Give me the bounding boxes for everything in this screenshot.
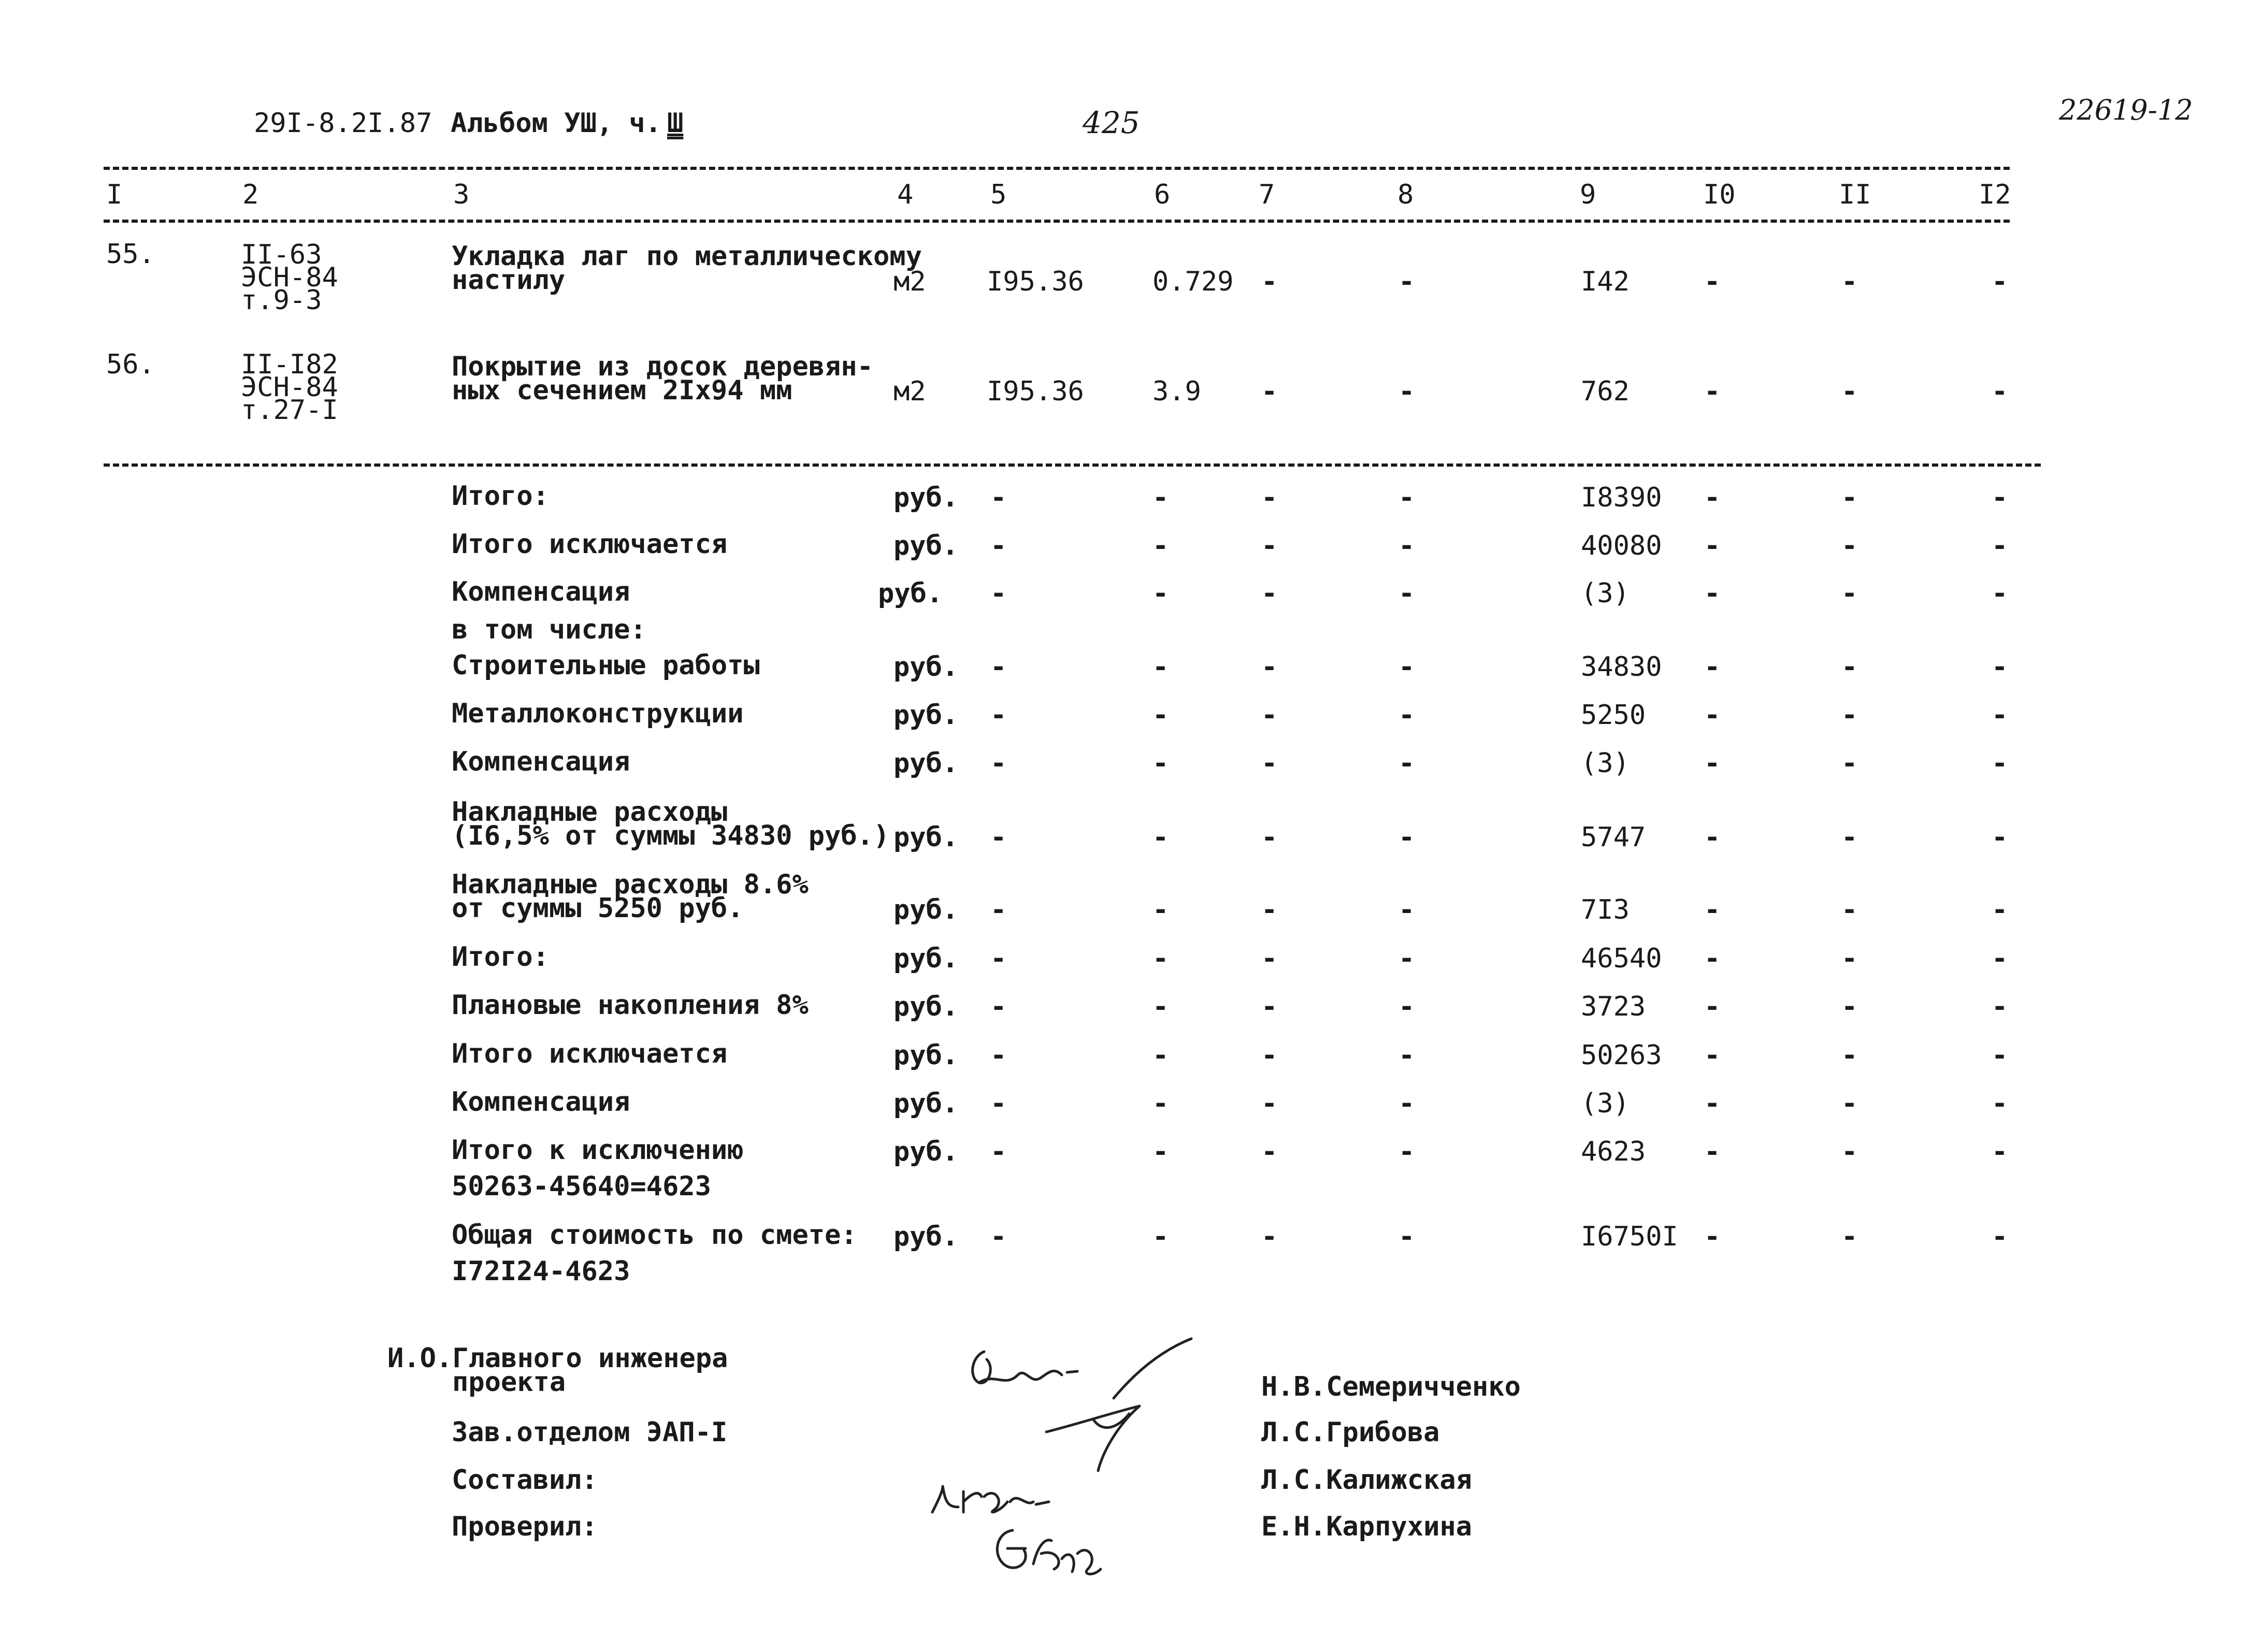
summary-label: Итого к исключению bbox=[452, 1135, 744, 1166]
archive-stamp: 22619-12 bbox=[2059, 94, 2193, 126]
summary-empty-cell: - bbox=[1704, 1136, 1721, 1167]
summary-empty-cell: - bbox=[1261, 1136, 1278, 1167]
column-header: 5 bbox=[990, 179, 1007, 210]
summary-value: I8390 bbox=[1581, 482, 1662, 513]
summary-empty-cell: - bbox=[1152, 700, 1169, 731]
summary-empty-cell: - bbox=[1399, 991, 1415, 1022]
signer-role: Проверил: bbox=[452, 1511, 598, 1542]
summary-empty-cell: - bbox=[1152, 943, 1169, 974]
work-description: Укладка лаг по металлическому настилу bbox=[452, 241, 922, 296]
column-header: 6 bbox=[1154, 179, 1171, 210]
summary-label: Компенсация bbox=[452, 1086, 630, 1118]
summary-empty-cell: - bbox=[1992, 578, 2008, 609]
summary-empty-cell: - bbox=[1261, 530, 1278, 561]
summary-empty-cell: - bbox=[1152, 1136, 1169, 1167]
summary-empty-cell: - bbox=[1992, 1136, 2008, 1167]
summary-empty-cell: - bbox=[1841, 748, 1858, 779]
norm-code: II-63 ЭСН-84 т.9-3 bbox=[241, 239, 338, 316]
summary-empty-cell: - bbox=[1261, 943, 1278, 974]
summary-value: (3) bbox=[1581, 748, 1630, 779]
summary-empty-cell: - bbox=[1399, 1040, 1415, 1071]
summary-empty-cell: - bbox=[1399, 822, 1415, 853]
summary-label: Общая стоимость по смете: bbox=[452, 1220, 857, 1251]
summary-label: Строительные работы bbox=[452, 650, 760, 681]
summary-unit: руб. bbox=[893, 700, 959, 731]
summary-empty-cell: - bbox=[1841, 651, 1858, 683]
summary-empty-cell: - bbox=[1152, 578, 1169, 609]
summary-empty-cell: - bbox=[1152, 1088, 1169, 1119]
cell-10: - bbox=[1704, 266, 1721, 297]
summary-empty-cell: - bbox=[1152, 1040, 1169, 1071]
work-description: Покрытие из досок деревян- ных сечением 2Iх94 мм bbox=[452, 351, 873, 406]
summary-label: Плановые накопления 8% bbox=[452, 990, 809, 1021]
summary-value: I6750I bbox=[1581, 1221, 1678, 1252]
summary-empty-cell: - bbox=[1841, 578, 1858, 609]
cell-10: - bbox=[1704, 376, 1721, 407]
summary-label: Накладные расходы (I6,5% от суммы 34830 руб.) bbox=[452, 796, 890, 851]
summary-unit: руб. bbox=[893, 651, 959, 683]
cell-11: - bbox=[1841, 266, 1858, 297]
summary-empty-cell: - bbox=[1704, 748, 1721, 779]
signer-name: Н.В.Семеричченко bbox=[1261, 1371, 1521, 1402]
column-header: I bbox=[106, 179, 123, 210]
unit: м2 bbox=[893, 376, 926, 407]
section-rule bbox=[104, 463, 2041, 467]
summary-empty-cell: - bbox=[990, 530, 1007, 561]
summary-unit: руб. bbox=[893, 748, 959, 779]
cell-7: - bbox=[1261, 376, 1278, 407]
column-header: II bbox=[1839, 179, 1871, 210]
handwritten-signatures bbox=[922, 1336, 1243, 1585]
summary-empty-cell: - bbox=[1261, 1221, 1278, 1252]
summary-empty-cell: - bbox=[1841, 1040, 1858, 1071]
summary-empty-cell: - bbox=[1992, 991, 2008, 1022]
summary-label: Итого: bbox=[452, 941, 549, 973]
summary-empty-cell: - bbox=[1261, 1040, 1278, 1071]
total-cost: 762 bbox=[1581, 376, 1630, 407]
summary-value: 5747 bbox=[1581, 822, 1646, 853]
summary-empty-cell: - bbox=[1399, 530, 1415, 561]
summary-empty-cell: - bbox=[1704, 822, 1721, 853]
summary-unit: руб. bbox=[893, 530, 959, 561]
signer-role: И.О.Главного инженера проекта bbox=[387, 1343, 728, 1398]
cell-7: - bbox=[1261, 266, 1278, 297]
summary-empty-cell: - bbox=[1152, 482, 1169, 513]
summary-empty-cell: - bbox=[1992, 748, 2008, 779]
summary-empty-cell: - bbox=[1261, 748, 1278, 779]
signer-role: Зав.отделом ЭАП-I bbox=[452, 1417, 728, 1448]
column-header: 4 bbox=[897, 179, 914, 210]
summary-empty-cell: - bbox=[1399, 700, 1415, 731]
summary-empty-cell: - bbox=[1841, 700, 1858, 731]
summary-empty-cell: - bbox=[1399, 1088, 1415, 1119]
summary-empty-cell: - bbox=[1704, 482, 1721, 513]
summary-empty-cell: - bbox=[1704, 1088, 1721, 1119]
column-header: 9 bbox=[1580, 179, 1596, 210]
summary-empty-cell: - bbox=[990, 578, 1007, 609]
summary-value: 4623 bbox=[1581, 1136, 1646, 1167]
summary-empty-cell: - bbox=[1704, 700, 1721, 731]
summary-unit: руб. bbox=[893, 1221, 959, 1252]
signature-3 bbox=[932, 1486, 1049, 1512]
album-part: Ш bbox=[667, 108, 684, 139]
summary-unit: руб. bbox=[893, 1088, 959, 1119]
summary-empty-cell: - bbox=[1841, 894, 1858, 925]
summary-empty-cell: - bbox=[1152, 991, 1169, 1022]
column-header: I0 bbox=[1703, 179, 1736, 210]
summary-value: 7I3 bbox=[1581, 894, 1630, 925]
summary-empty-cell: - bbox=[1841, 943, 1858, 974]
summary-empty-cell: - bbox=[1704, 1221, 1721, 1252]
summary-label: в том числе: bbox=[452, 614, 646, 645]
unit: м2 bbox=[893, 266, 926, 297]
summary-empty-cell: - bbox=[1704, 943, 1721, 974]
summary-empty-cell: - bbox=[1399, 578, 1415, 609]
column-header: 3 bbox=[453, 179, 470, 210]
row-number: 56. bbox=[106, 349, 155, 380]
summary-empty-cell: - bbox=[990, 1136, 1007, 1167]
summary-empty-cell: - bbox=[1992, 894, 2008, 925]
summary-unit: руб. bbox=[878, 578, 943, 609]
summary-label: Компенсация bbox=[452, 746, 630, 777]
summary-empty-cell: - bbox=[1841, 530, 1858, 561]
summary-empty-cell: - bbox=[1992, 1088, 2008, 1119]
summary-empty-cell: - bbox=[1261, 822, 1278, 853]
summary-value: (3) bbox=[1581, 1088, 1630, 1119]
column-header: 2 bbox=[242, 179, 259, 210]
summary-empty-cell: - bbox=[990, 1040, 1007, 1071]
summary-value: 46540 bbox=[1581, 943, 1662, 974]
summary-unit: руб. bbox=[893, 991, 959, 1022]
summary-empty-cell: - bbox=[1704, 530, 1721, 561]
summary-empty-cell: - bbox=[1399, 651, 1415, 683]
summary-empty-cell: - bbox=[1841, 991, 1858, 1022]
summary-label: Металлоконструкции bbox=[452, 698, 744, 729]
column-header: 8 bbox=[1397, 179, 1414, 210]
summary-empty-cell: - bbox=[1399, 943, 1415, 974]
summary-value: 3723 bbox=[1581, 991, 1646, 1022]
summary-label: 50263-45640=4623 bbox=[452, 1171, 711, 1202]
signer-name: Л.С.Калижская bbox=[1261, 1465, 1472, 1496]
column-header: 7 bbox=[1259, 179, 1275, 210]
cell-12: - bbox=[1992, 376, 2008, 407]
column-header: I2 bbox=[1979, 179, 2011, 210]
summary-label: Итого: bbox=[452, 481, 549, 512]
summary-empty-cell: - bbox=[1992, 822, 2008, 853]
summary-empty-cell: - bbox=[1399, 894, 1415, 925]
summary-empty-cell: - bbox=[1992, 1040, 2008, 1071]
summary-label: I72I24-4623 bbox=[452, 1256, 630, 1287]
summary-empty-cell: - bbox=[990, 943, 1007, 974]
summary-empty-cell: - bbox=[990, 482, 1007, 513]
album-label: Альбом УШ, ч. bbox=[451, 108, 661, 139]
summary-empty-cell: - bbox=[1399, 748, 1415, 779]
summary-empty-cell: - bbox=[1704, 578, 1721, 609]
signature-4 bbox=[997, 1530, 1101, 1574]
quantity: I95.36 bbox=[987, 376, 1084, 407]
signer-name: Е.Н.Карпухина bbox=[1261, 1511, 1472, 1542]
summary-value: 5250 bbox=[1581, 700, 1646, 731]
summary-empty-cell: - bbox=[990, 822, 1007, 853]
summary-empty-cell: - bbox=[1261, 700, 1278, 731]
summary-empty-cell: - bbox=[990, 991, 1007, 1022]
cell-12: - bbox=[1992, 266, 2008, 297]
summary-empty-cell: - bbox=[1399, 482, 1415, 513]
summary-empty-cell: - bbox=[990, 1088, 1007, 1119]
signer-role: Составил: bbox=[452, 1465, 598, 1496]
summary-empty-cell: - bbox=[990, 894, 1007, 925]
header-top-rule bbox=[104, 167, 2010, 170]
summary-unit: руб. bbox=[893, 482, 959, 513]
summary-empty-cell: - bbox=[1261, 991, 1278, 1022]
summary-empty-cell: - bbox=[990, 1221, 1007, 1252]
summary-empty-cell: - bbox=[1841, 1221, 1858, 1252]
summary-empty-cell: - bbox=[1261, 578, 1278, 609]
summary-empty-cell: - bbox=[1992, 651, 2008, 683]
summary-empty-cell: - bbox=[1992, 943, 2008, 974]
header-bottom-rule bbox=[104, 220, 2010, 223]
row-number: 55. bbox=[106, 239, 155, 270]
summary-empty-cell: - bbox=[1704, 1040, 1721, 1071]
cell-11: - bbox=[1841, 376, 1858, 407]
summary-label: Итого исключается bbox=[452, 529, 728, 560]
summary-empty-cell: - bbox=[1152, 822, 1169, 853]
summary-empty-cell: - bbox=[1152, 530, 1169, 561]
summary-unit: руб. bbox=[893, 943, 959, 974]
summary-empty-cell: - bbox=[1261, 894, 1278, 925]
summary-empty-cell: - bbox=[1992, 700, 2008, 731]
summary-empty-cell: - bbox=[1992, 1221, 2008, 1252]
summary-unit: руб. bbox=[893, 894, 959, 925]
signature-2 bbox=[1046, 1339, 1191, 1471]
unit-price: 0.729 bbox=[1152, 266, 1234, 297]
summary-label: Итого исключается bbox=[452, 1038, 728, 1069]
summary-value: 40080 bbox=[1581, 530, 1662, 561]
summary-empty-cell: - bbox=[1841, 822, 1858, 853]
signature-1 bbox=[973, 1352, 1077, 1383]
summary-label: Накладные расходы 8.6% от суммы 5250 руб. bbox=[452, 869, 809, 924]
document-code: 29I-8.2I.87 bbox=[254, 108, 433, 139]
summary-empty-cell: - bbox=[1841, 1136, 1858, 1167]
summary-empty-cell: - bbox=[990, 651, 1007, 683]
summary-empty-cell: - bbox=[1992, 530, 2008, 561]
summary-empty-cell: - bbox=[1261, 482, 1278, 513]
summary-empty-cell: - bbox=[990, 748, 1007, 779]
summary-empty-cell: - bbox=[1704, 991, 1721, 1022]
summary-empty-cell: - bbox=[1152, 748, 1169, 779]
summary-empty-cell: - bbox=[1261, 651, 1278, 683]
signer-name: Л.С.Грибова bbox=[1261, 1417, 1440, 1448]
summary-unit: руб. bbox=[893, 1040, 959, 1071]
norm-code: II-I82 ЭСН-84 т.27-I bbox=[241, 349, 338, 426]
summary-empty-cell: - bbox=[990, 700, 1007, 731]
cell-8: - bbox=[1399, 266, 1415, 297]
summary-empty-cell: - bbox=[1261, 1088, 1278, 1119]
summary-unit: руб. bbox=[893, 822, 959, 853]
summary-empty-cell: - bbox=[1704, 894, 1721, 925]
summary-empty-cell: - bbox=[1704, 651, 1721, 683]
summary-empty-cell: - bbox=[1152, 651, 1169, 683]
summary-empty-cell: - bbox=[1152, 894, 1169, 925]
summary-unit: руб. bbox=[893, 1136, 959, 1167]
summary-empty-cell: - bbox=[1399, 1221, 1415, 1252]
quantity: I95.36 bbox=[987, 266, 1084, 297]
cell-8: - bbox=[1399, 376, 1415, 407]
summary-value: 34830 bbox=[1581, 651, 1662, 683]
unit-price: 3.9 bbox=[1152, 376, 1201, 407]
summary-empty-cell: - bbox=[1152, 1221, 1169, 1252]
summary-empty-cell: - bbox=[1841, 482, 1858, 513]
summary-value: 50263 bbox=[1581, 1040, 1662, 1071]
summary-label: Компенсация bbox=[452, 576, 630, 607]
summary-value: (3) bbox=[1581, 578, 1630, 609]
summary-empty-cell: - bbox=[1399, 1136, 1415, 1167]
total-cost: I42 bbox=[1581, 266, 1630, 297]
summary-empty-cell: - bbox=[1841, 1088, 1858, 1119]
page-number: 425 bbox=[1083, 105, 1140, 140]
summary-empty-cell: - bbox=[1992, 482, 2008, 513]
